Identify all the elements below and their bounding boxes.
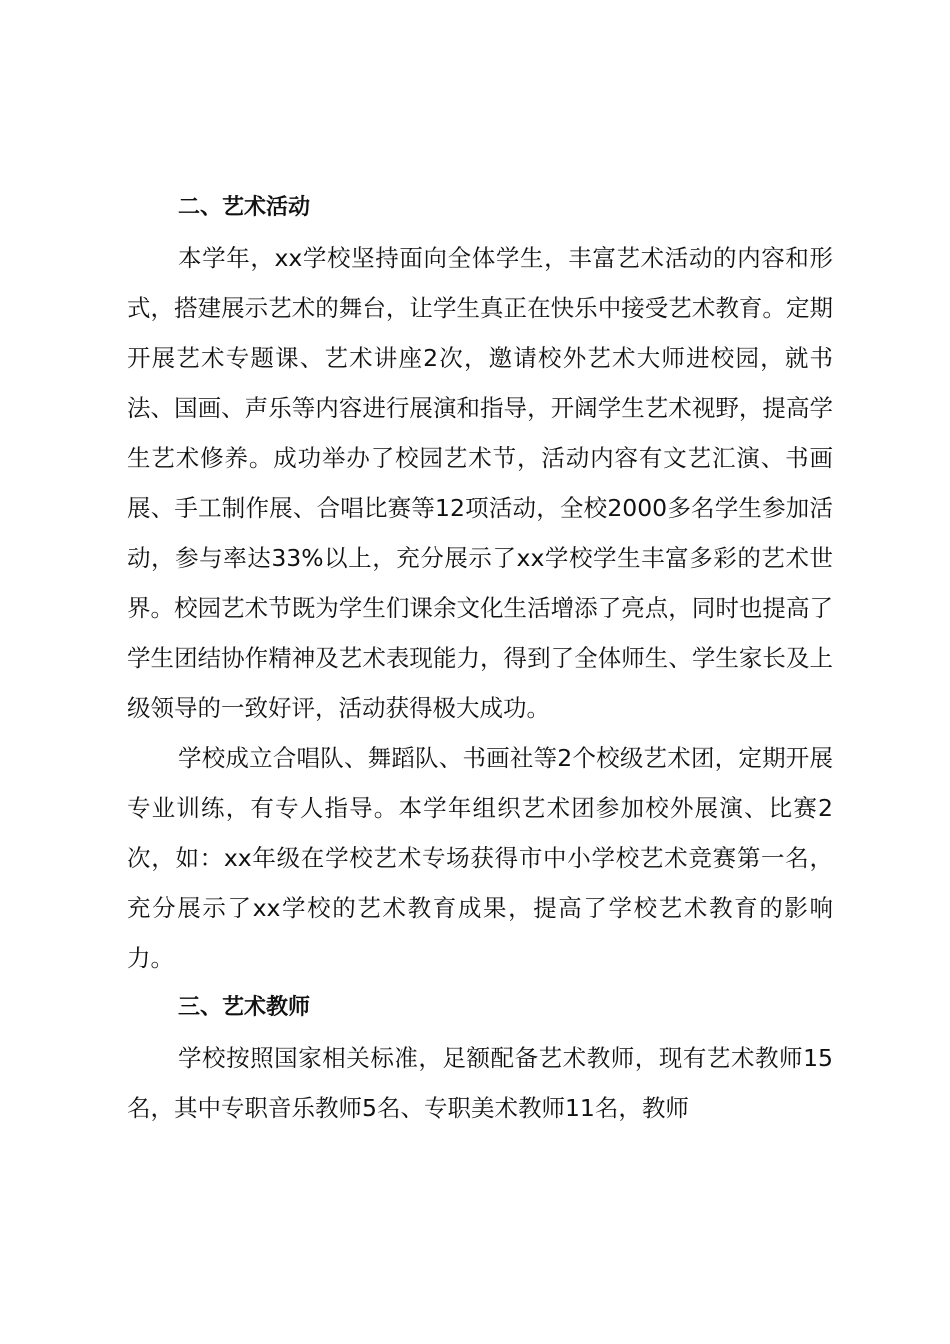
document-body xyxy=(127,183,833,1133)
section-heading-art-activities: 二、艺术活动 xyxy=(178,195,311,220)
paragraph-art-teachers: 学校按照国家相关标准，足额配备艺术教师，现有艺术教师15名，其中专职音乐教师5名、专职美术教师11名，教师 xyxy=(127,1044,833,1122)
paragraph-art-troupes: 学校成立合唱队、舞蹈队、书画社等2个校级艺术团，定期开展专业训练，有专人指导。本学年组织艺术团参加校外展演、比赛2次，如：xx年级在学校艺术专场获得市中小学校艺术竞赛第一名，充分展示了xx学校的艺术教育成果，提高了学校艺术教育的影响力。 xyxy=(127,744,833,972)
section-heading-art-teachers: 三、艺术教师 xyxy=(178,995,311,1020)
paragraph-art-activities-overview: 本学年，xx学校坚持面向全体学生，丰富艺术活动的内容和形式，搭建展示艺术的舞台，让学生真正在快乐中接受艺术教育。定期开展艺术专题课、艺术讲座2次，邀请校外艺术大师进校园，就书法、国画、声乐等内容进行展演和指导，开阔学生艺术视野，提高学生艺术修养。成功举办了校园艺术节，活动内容有文艺汇演、书画展、手工制作展、合唱比赛等12项活动，全校2000多名学生参加活动，参与率达33%以上，充分展示了xx学校学生丰富多彩的艺术世界。校园艺术节既为学生们课余文化生活增添了亮点，同时也提高了学生团结协作精神及艺术表现能力，得到了全体师生、学生家长及上级领导的一致好评，活动获得极大成功。 xyxy=(127,244,833,722)
